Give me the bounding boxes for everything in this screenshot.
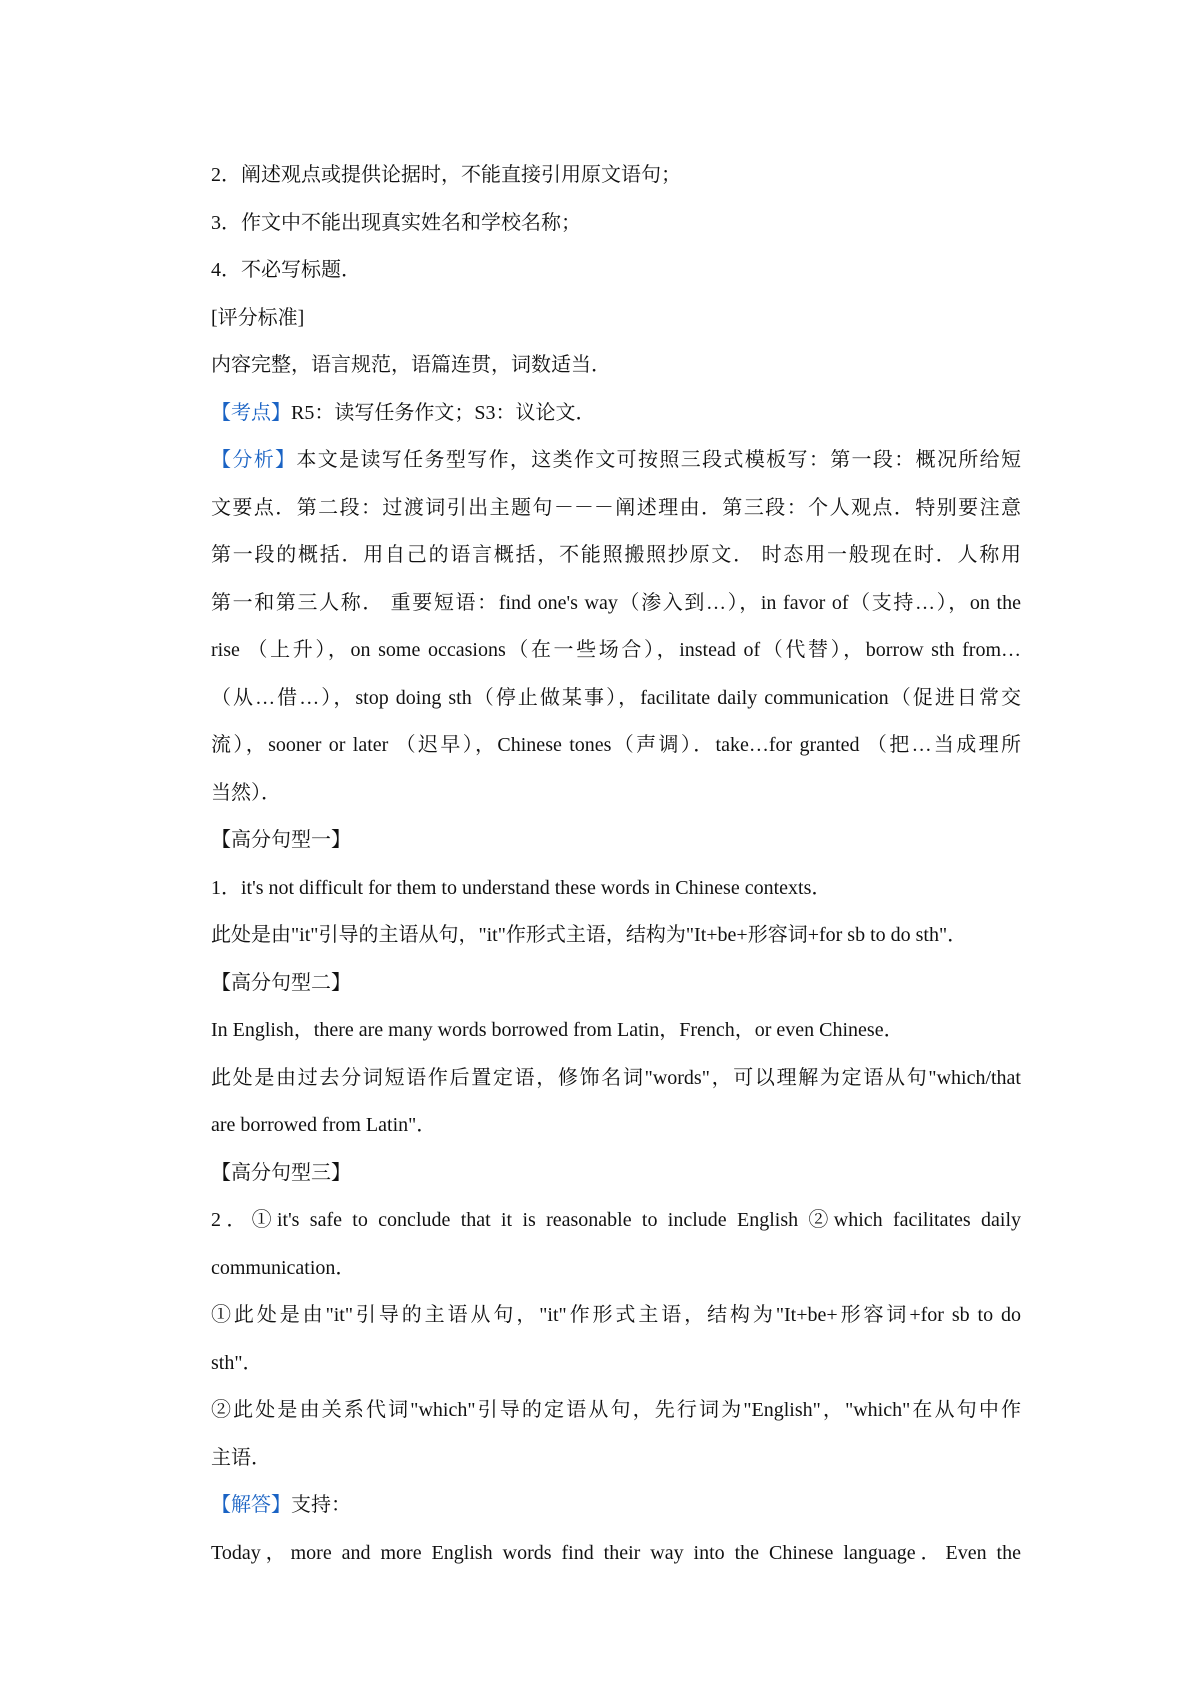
pattern2-explain-line2: are borrowed from Latin"． [211,1114,437,1136]
document-page [211,152,1021,1577]
scoring-text: 内容完整，语言规范，语篇连贯，词数适当． [211,354,611,376]
pattern3-note2-line1: ②此处是由关系代词"which"引导的定语从句，先行词为"English"，"which"在从句中作 [211,1399,1021,1421]
fenxi-line-last: 当然）． [211,781,281,804]
essay-line-1: Today，more and more English words find their way into the Chinese language．Even the [211,1541,1021,1564]
fenxi-line: rise （上升），on some occasions（在一些场合），instead of（代替），borrow sth from… [211,639,1021,661]
fenxi-text: 本文是读写任务型写作，这类作文可按照三段式模板写：第一段：概况所给短 [296,449,1022,471]
pattern3-note2-line2: 主语． [211,1446,271,1469]
fenxi-line: 第一段的概括．用自己的语言概括，不能照搬照抄原文． 时态用一般现在时．人称用 [211,544,1021,566]
fenxi-line: 流），sooner or later （迟早），Chinese tones（声调）．take…for granted （把…当成理所 [211,734,1021,756]
pattern1-explain: 此处是由"it"引导的主语从句，"it"作形式主语，结构为"It+be+形容词+for sb to do sth"． [211,924,968,946]
fenxi-line-1 [211,437,1021,485]
jieda-tag: 【解答】 [211,1494,291,1516]
pattern2-explain-line1: 此处是由过去分词短语作后置定语，修饰名词"words"，可以理解为定语从句"which/that [211,1066,1021,1089]
kaodian-line [211,390,1021,438]
requirement-item-3: 3．作文中不能出现真实姓名和学校名称； [211,211,581,234]
pattern3-sentence-line2: communication． [211,1256,356,1279]
jieda-line [211,1482,1021,1530]
pattern3-note1-line1: ①此处是由"it"引导的主语从句，"it"作形式主语，结构为"It+be+形容词+for sb to do [211,1304,1021,1326]
fenxi-line: 第一和第三人称． 重要短语：find one's way（渗入到…），in favor of（支持…），on the [211,591,1021,614]
kaodian-tag: 【考点】 [211,401,291,424]
pattern1-heading: 【高分句型一】 [211,829,351,851]
pattern3-heading: 【高分句型三】 [211,1161,351,1184]
fenxi-line: （从…借…），stop doing sth（停止做某事），facilitate daily communication（促进日常交 [211,686,1021,709]
kaodian-text: R5：读写任务作文；S3：议论文． [291,401,596,424]
pattern3-sentence-line1: 2．①it's safe to conclude that it is reasonable to include English ②which facilitates daily [211,1209,1021,1231]
pattern1-sentence: 1．it's not difficult for them to understand these words in Chinese contexts． [211,876,832,899]
requirement-item-4: 4．不必写标题． [211,259,361,281]
fenxi-tag: 【分析】 [211,449,297,471]
pattern2-sentence: In English，there are many words borrowed from Latin，French，or even Chinese． [211,1019,904,1041]
fenxi-line: 文要点．第二段：过渡词引出主题句－－－阐述理由．第三段：个人观点．特别要注意 [211,496,1021,519]
pattern2-heading: 【高分句型二】 [211,971,351,994]
pattern3-note1-line2: sth"． [211,1351,263,1374]
requirement-item-2: 2．阐述观点或提供论据时，不能直接引用原文语句； [211,164,681,186]
jieda-text: 支持： [291,1494,351,1516]
scoring-heading: [评分标准] [211,306,305,329]
